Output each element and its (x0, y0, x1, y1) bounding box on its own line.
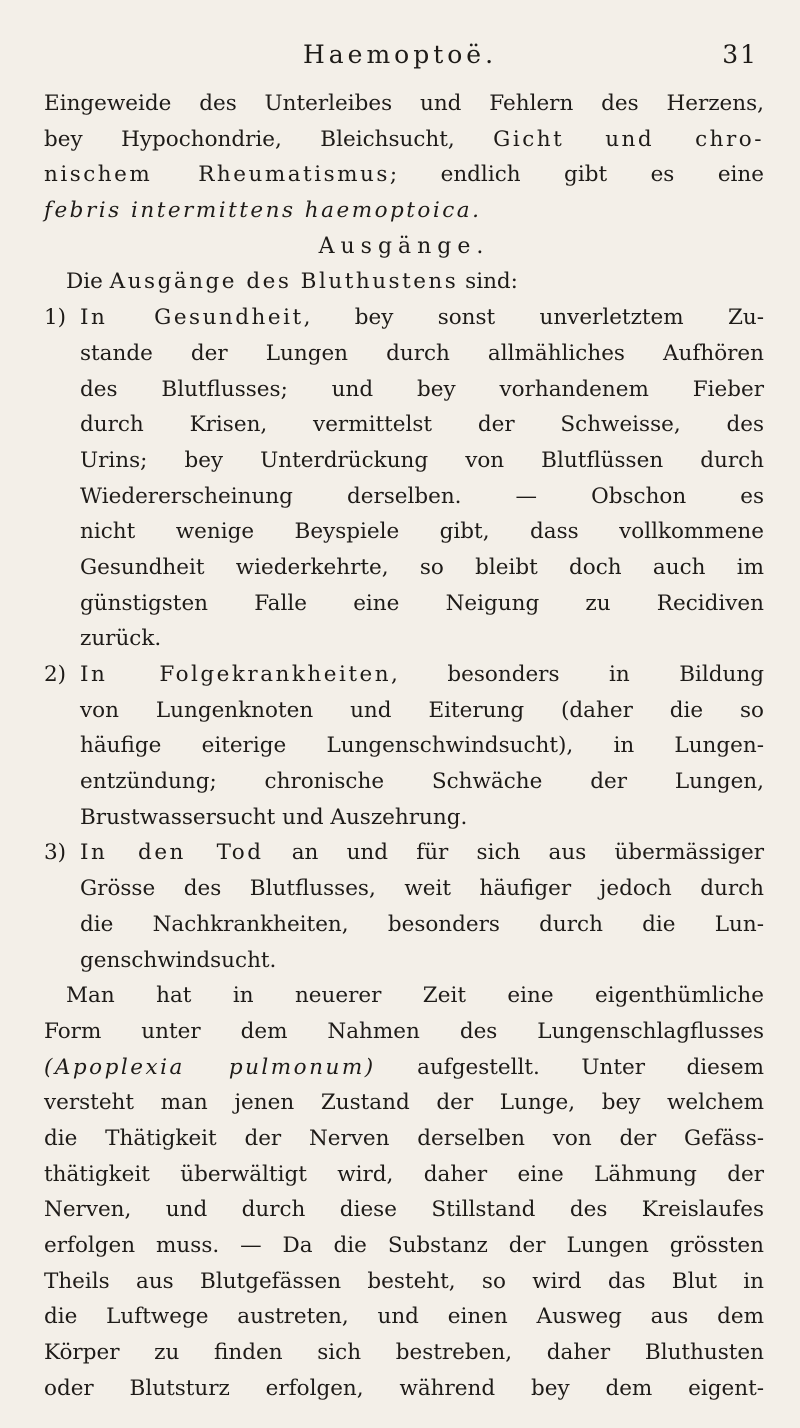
spaced-term: Gicht und chro- (493, 126, 764, 152)
text-span: aufgestellt. Unter diesem (375, 1054, 764, 1080)
list-number: 2) (44, 662, 67, 687)
spaced-term: In Folgekrankheiten (80, 662, 392, 687)
text-line: febris intermittens haemoptoica. (44, 198, 482, 224)
text-line: Gesundheit wiederkehrte, so bleibt doch auch im (80, 554, 764, 580)
text-span: Die (66, 269, 110, 295)
text-line: genschwindsucht. (80, 947, 277, 973)
text-line (44, 157, 764, 193)
text-line (44, 264, 764, 300)
text-line: Form unter dem Nahmen des Lungenschlagflusses (44, 1018, 764, 1044)
running-title: Haemoptoë. (302, 40, 498, 69)
text-line (44, 835, 764, 871)
text-line: zurück. (80, 626, 162, 652)
text-line: Eingeweide des Unterleibes und Fehlern des Herzens, (44, 91, 764, 116)
spaced-term: In Gesundheit (80, 305, 304, 331)
body-text (44, 86, 764, 1406)
text-line: erfolgen muss. — Da die Substanz der Lungen grössten (44, 1233, 764, 1258)
text-span: an und für sich aus übermässiger (263, 840, 764, 866)
text-line: Urins; bey Unterdrückung von Blutflüssen durch (80, 447, 764, 473)
text-line: Körper zu finden sich bestreben, daher Bluthusten (44, 1340, 764, 1366)
list-number: 1) (44, 305, 67, 331)
text-span: , besonders in Bildung (391, 662, 764, 687)
text-line: die Thätigkeit der Nerven derselben von der Gefäss- (44, 1125, 764, 1151)
text-line: versteht man jenen Zustand der Lunge, bey welchem (44, 1090, 764, 1116)
text-line: oder Blutsturz erfolgen, während bey dem eigent- (44, 1375, 764, 1401)
text-line: von Lungenknoten und Eiterung (daher die so (80, 697, 764, 723)
text-line: Man hat in neuerer Zeit eine eigenthümliche (66, 983, 764, 1009)
text-line (44, 300, 764, 336)
page-number: 31 (722, 40, 758, 69)
text-line: Wiedererscheinung derselben. — Obschon es (80, 483, 764, 509)
section-heading: Ausgänge. (318, 233, 490, 259)
text-line (44, 122, 764, 158)
text-line: die Luftwege austreten, und einen Ausweg aus dem (44, 1304, 764, 1330)
text-line: Theils aus Blutgefässen besteht, so wird das Blut in (44, 1268, 764, 1294)
text-line: durch Krisen, vermittelst der Schweisse, des (80, 412, 764, 438)
text-span: sind: (458, 269, 518, 295)
text-line: Nerven, und durch diese Stillstand des Kreislaufes (44, 1197, 764, 1223)
text-line (44, 657, 764, 693)
text-line: stande der Lungen durch allmähliches Aufhören (80, 340, 764, 366)
text-line: nicht wenige Beyspiele gibt, dass vollkommene (80, 519, 764, 545)
latin-term: (Apoplexia pulmonum) (44, 1054, 376, 1080)
text-line: günstigsten Falle eine Neigung zu Recidiven (80, 590, 764, 616)
text-line (44, 1050, 764, 1086)
text-line: häufige eiterige Lungenschwindsucht), in Lungen- (80, 733, 764, 759)
spaced-term: Ausgänge des Bluthustens (109, 269, 459, 295)
text-span: bey Hypochondrie, Bleichsucht, (44, 126, 494, 152)
spaced-term: In den Tod (80, 840, 264, 866)
text-line: entzündung; chronische Schwäche der Lungen, (80, 769, 764, 795)
page-header (36, 40, 764, 80)
text-line: des Blutflusses; und bey vorhandenem Fieber (80, 376, 764, 402)
list-number: 3) (44, 840, 67, 866)
text-line: Brustwassersucht und Auszehrung. (80, 804, 468, 830)
text-span: , bey sonst unverletztem Zu- (303, 305, 764, 331)
text-line: Grösse des Blutflusses, weit häufiger jedoch durch (80, 876, 764, 902)
text-span: ; endlich gibt es eine (389, 162, 764, 188)
spaced-term: nischem Rheumatismus (44, 162, 390, 188)
text-line: die Nachkrankheiten, besonders durch die Lun- (80, 911, 764, 937)
text-line: thätigkeit überwältigt wird, daher eine Lähmung der (44, 1161, 764, 1187)
